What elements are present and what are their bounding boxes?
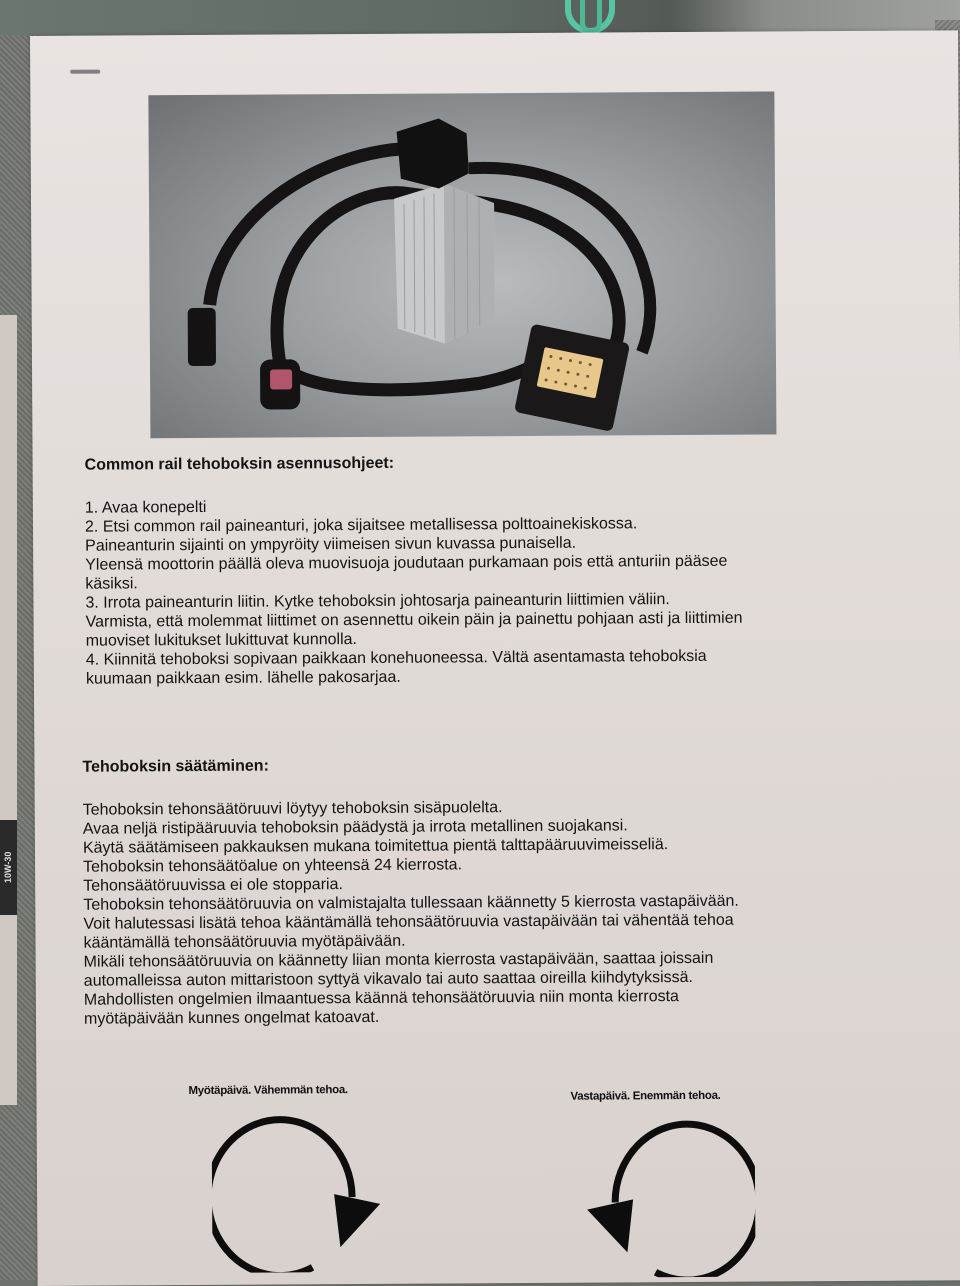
staple	[70, 70, 100, 74]
adjustment-heading: Tehoboksin säätäminen:	[82, 757, 269, 776]
adjustment-line: Avaa neljä ristipääruuvia tehoboksin päädystä ja irrota metallinen suojakansi.	[82, 817, 628, 838]
green-strap-inner	[580, 0, 602, 34]
counterclockwise-label: Vastapäivä. Enemmän tehoa.	[570, 1089, 721, 1103]
clockwise-label: Myötäpäivä. Vähemmän tehoa.	[188, 1084, 348, 1098]
instruction-line: 4. Kiinnitä tehoboksi sopivaan paikkaan konehuoneessa. Vältä asentamasta tehoboksia	[85, 647, 707, 669]
instruction-line: Varmista, että molemmat liittimet on asennettu oikein päin ja painettu pohjaan asti ja liittimien	[85, 609, 743, 631]
counterclockwise-arrow-icon	[575, 1107, 756, 1278]
installation-section	[85, 452, 743, 689]
side-sheet-label: 10W-30	[0, 820, 17, 915]
adjustment-line: Tehoboksin tehonsäätöruuvia on valmistajalta tullessaan käännetty 5 kierrosta vastapäivään.	[83, 892, 739, 914]
adjustment-line: Käytä säätämiseen pakkauksen mukana toimitettua pientä talttapääruuvimeisseliä.	[82, 836, 669, 857]
instruction-line: 3. Irrota paineanturin liitin. Kytke tehoboksin johtosarja paineanturin liittimien väliin.	[85, 591, 670, 612]
adjustment-line: Tehoboksin tehonsäätöruuvi löytyy tehoboksin sisäpuolelta.	[82, 799, 503, 819]
adjustment-line: Mahdollisten ongelmien ilmaantuessa käännä tehonsäätöruuvia niin monta kierrosta	[83, 988, 679, 1009]
adjustment-line: Voit halutessasi lisätä tehoa kääntämällä tehonsäätöruuvia vastapäivään tai vähentää tehoa	[83, 911, 734, 933]
adjustment-line: Tehonsäätöruuvissa ei ole stopparia.	[83, 876, 343, 895]
installation-heading: Common rail tehoboksin asennusohjeet:	[84, 454, 395, 474]
adjustment-line: Tehoboksin tehonsäätöalue on yhteensä 24 kierrosta.	[83, 856, 463, 876]
adjustment-line: automalleissa auton mittaristoon syttyä vikavalo tai auto saattaa oireilla kiihdytyksissä.	[83, 968, 694, 990]
instruction-sheet	[30, 30, 960, 1286]
instruction-line: Yleensä moottorin päällä oleva muovisuoja joudutaan purkamaan pois että anturiin pääsee	[85, 552, 728, 574]
instruction-line: 1. Avaa konepelti	[84, 498, 207, 517]
power-box-illustration	[148, 91, 776, 438]
adjustment-line: myötäpäivään kunnes ongelmat katoavat.	[83, 1008, 380, 1028]
product-photo	[148, 91, 776, 438]
clockwise-arrow-icon	[212, 1102, 393, 1273]
adjustment-line: Mikäli tehonsäätöruuvia on käännetty liian monta kierrosta vastapäivään, saattaa joissain	[83, 949, 714, 971]
instruction-line: Paineanturin sijainti on ympyröity viimeisen sivun kuvassa punaisella.	[85, 534, 577, 555]
instruction-line: käsiksi.	[85, 575, 138, 593]
instruction-line: muoviset lukitukset lukittuvat kunnolla.	[85, 631, 357, 650]
adjustment-line: kääntämällä tehonsäätöruuvia myötäpäivään.	[83, 932, 406, 952]
side-paper-sheet	[0, 315, 17, 1105]
instruction-line: 2. Etsi common rail paineanturi, joka sijaitsee metallisessa polttoainekiskossa.	[84, 515, 638, 536]
adjustment-section	[82, 754, 739, 1029]
instruction-line: kuumaan paikkaan esim. lähelle pakosarjaa.	[85, 668, 401, 688]
